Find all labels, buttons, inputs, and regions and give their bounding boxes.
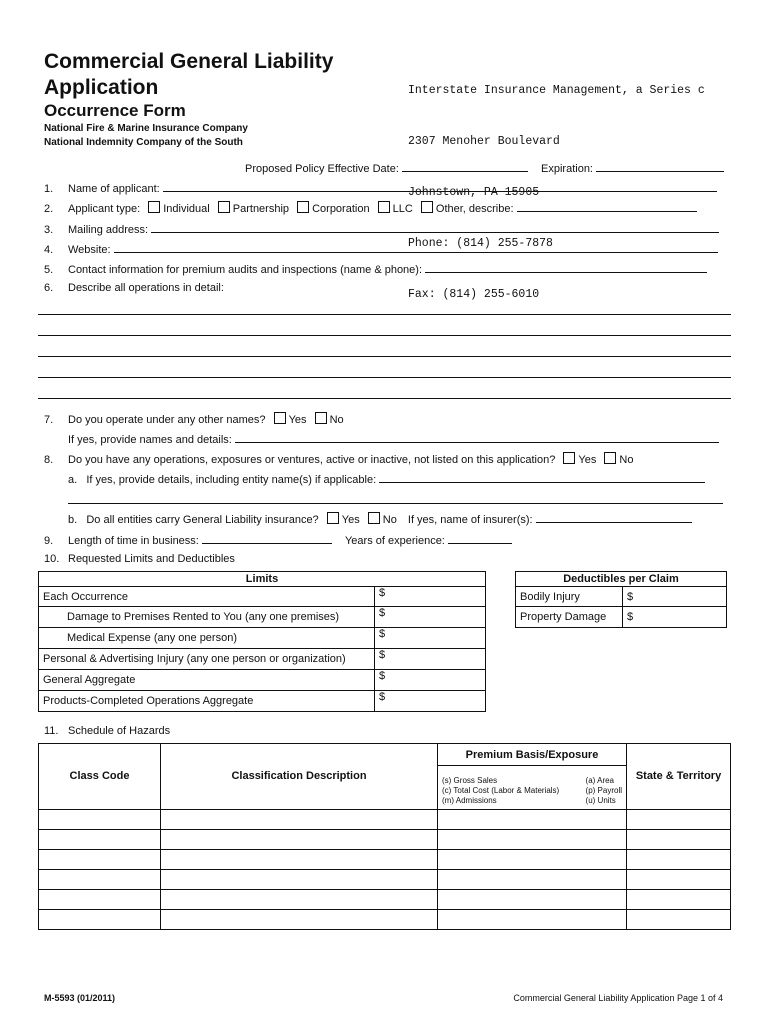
- operations-line-3[interactable]: [38, 356, 731, 357]
- limit-personal-advertising: Personal & Advertising Injury (any one person or organization): [39, 649, 375, 670]
- entity-details-label: a. If yes, provide details, including entity name(s) if applicable:: [68, 474, 377, 486]
- limits-table: [38, 571, 486, 712]
- question-11: 11. Schedule of Hazards: [44, 725, 171, 737]
- hazard-row: [39, 850, 731, 870]
- partnership-checkbox[interactable]: [218, 201, 230, 213]
- policy-dates-row: [245, 161, 724, 175]
- limit-products-completed: Products-Completed Operations Aggregate: [39, 691, 375, 712]
- limit-damage-to-premises: Damage to Premises Rented to You (any one premises): [39, 607, 375, 628]
- state-territory-header: State & Territory: [627, 744, 731, 810]
- time-in-business-label: Length of time in business:: [68, 535, 199, 547]
- limit-products-completed-amount[interactable]: $: [375, 691, 486, 712]
- entity-details-field[interactable]: [379, 472, 705, 483]
- llc-checkbox[interactable]: [378, 201, 390, 213]
- form-number: M-5593 (01/2011): [44, 993, 116, 1003]
- agency-name: Interstate Insurance Management, a Series c: [408, 84, 705, 97]
- other-operations-label: Do you have any operations, exposures or ventures, active or inactive, not listed on this application?: [68, 454, 556, 466]
- question-7: 7. Do you operate under any other names? Yes No: [44, 414, 344, 426]
- operations-label: Describe all operations in detail:: [68, 282, 224, 294]
- mailing-address-field[interactable]: [151, 222, 719, 233]
- website-field[interactable]: [114, 242, 718, 253]
- effective-date-label: Proposed Policy Effective Date:: [245, 163, 399, 175]
- other-names-details-field[interactable]: [235, 432, 719, 443]
- limit-medical-expense: Medical Expense (any one person): [39, 628, 375, 649]
- form-subtitle: Occurrence Form: [44, 101, 186, 120]
- website-label: Website:: [68, 244, 111, 256]
- limit-general-aggregate: General Aggregate: [39, 670, 375, 691]
- question-8a: [68, 472, 705, 486]
- expiration-label: Expiration:: [541, 163, 593, 175]
- effective-date-field[interactable]: [402, 161, 528, 172]
- hazard-row: [39, 890, 731, 910]
- other-operations-no-checkbox[interactable]: [604, 452, 616, 464]
- other-names-no-checkbox[interactable]: [315, 412, 327, 424]
- entities-gl-label: b. Do all entities carry General Liability insurance?: [68, 514, 319, 526]
- other-operations-yes-checkbox[interactable]: [563, 452, 575, 464]
- agency-street: 2307 Menoher Boulevard: [408, 135, 560, 148]
- agency-fax: Fax: (814) 255-6010: [408, 288, 540, 301]
- question-9: 9. Length of time in business: Years of experience:: [44, 533, 512, 547]
- deductible-property-damage-amount[interactable]: $: [623, 607, 727, 628]
- insurer-name-field[interactable]: [536, 512, 692, 523]
- agency-phone: Phone: (814) 255-7878: [408, 237, 553, 250]
- form-title-line2: Application: [44, 76, 159, 99]
- limit-damage-to-premises-amount[interactable]: $: [375, 607, 486, 628]
- contact-info-field[interactable]: [425, 262, 707, 273]
- question-1: 1. Name of applicant:: [44, 181, 717, 195]
- hazards-table: [38, 743, 731, 930]
- years-experience-label: Years of experience:: [344, 535, 445, 547]
- insurer-name-label: If yes, name of insurer(s):: [407, 514, 533, 526]
- deductibles-header: Deductibles per Claim: [516, 572, 727, 587]
- classification-header: Classification Description: [161, 744, 438, 810]
- premium-basis-codes: [438, 766, 627, 810]
- expiration-date-field[interactable]: [596, 161, 724, 172]
- applicant-name-label: Name of applicant:: [68, 183, 160, 195]
- hazard-row: [39, 910, 731, 930]
- other-describe-field[interactable]: [517, 201, 697, 212]
- applicant-name-field[interactable]: [163, 181, 717, 192]
- other-names-label: Do you operate under any other names?: [68, 414, 266, 426]
- contact-info-label: Contact information for premium audits and inspections (name & phone):: [68, 264, 423, 276]
- corporation-checkbox[interactable]: [297, 201, 309, 213]
- applicant-type-label: Applicant type:: [68, 203, 141, 215]
- mailing-address-label: Mailing address:: [68, 224, 149, 236]
- other-checkbox[interactable]: [421, 201, 433, 213]
- question-10: 10. Requested Limits and Deductibles: [44, 553, 235, 565]
- entities-gl-no-checkbox[interactable]: [368, 512, 380, 524]
- agency-city: Johnstown, PA 15905: [408, 186, 540, 199]
- limit-medical-expense-amount[interactable]: $: [375, 628, 486, 649]
- company-name-2: National Indemnity Company of the South: [44, 137, 243, 148]
- operations-line-5[interactable]: [38, 398, 731, 399]
- deductible-bodily-injury: Bodily Injury: [516, 587, 623, 607]
- operations-line-2[interactable]: [38, 335, 731, 336]
- question-5: 5. Contact information for premium audits and inspections (name & phone):: [44, 262, 707, 276]
- limit-each-occurrence: Each Occurrence: [39, 587, 375, 607]
- other-names-yes-checkbox[interactable]: [274, 412, 286, 424]
- company-name-1: National Fire & Marine Insurance Company: [44, 123, 248, 134]
- other-names-details-row: [68, 432, 719, 446]
- question-2: 2. Applicant type: Individual Partnership Corporation LLC Other, describe:: [44, 201, 697, 215]
- entity-details-line-2[interactable]: [68, 503, 723, 504]
- basis-codes-left: (s) Gross Sales (c) Total Cost (Labor & Materials) (m) Admissions: [442, 776, 560, 805]
- entities-gl-yes-checkbox[interactable]: [327, 512, 339, 524]
- question-8: 8. Do you have any operations, exposures or ventures, active or inactive, not listed on this application? Yes No: [44, 454, 634, 466]
- class-code-header: Class Code: [39, 744, 161, 810]
- other-names-details-label: If yes, provide names and details:: [68, 434, 232, 446]
- premium-basis-header: Premium Basis/Exposure: [438, 744, 627, 766]
- deductible-property-damage: Property Damage: [516, 607, 623, 628]
- hazard-row: [39, 810, 731, 830]
- limits-header: Limits: [39, 572, 486, 587]
- operations-line-1[interactable]: [38, 314, 731, 315]
- question-8b: b. Do all entities carry General Liability insurance? Yes No If yes, name of insurer(s):: [68, 512, 692, 526]
- schedule-hazards-label: Schedule of Hazards: [68, 725, 171, 737]
- years-experience-field[interactable]: [448, 533, 512, 544]
- limit-each-occurrence-amount[interactable]: $: [375, 587, 486, 607]
- form-title-line1: Commercial General Liability: [44, 50, 334, 73]
- question-4: 4. Website:: [44, 242, 718, 256]
- question-3: 3. Mailing address:: [44, 222, 719, 236]
- hazard-row: [39, 870, 731, 890]
- question-6: 6. Describe all operations in detail:: [44, 282, 224, 294]
- page-footer: Commercial General Liability Application Page 1 of 4: [513, 993, 723, 1003]
- individual-checkbox[interactable]: [148, 201, 160, 213]
- limit-general-aggregate-amount[interactable]: $: [375, 670, 486, 691]
- time-in-business-field[interactable]: [202, 533, 332, 544]
- deductible-bodily-injury-amount[interactable]: $: [623, 587, 727, 607]
- limits-deductibles-label: Requested Limits and Deductibles: [68, 553, 235, 565]
- limit-personal-advertising-amount[interactable]: $: [375, 649, 486, 670]
- operations-line-4[interactable]: [38, 377, 731, 378]
- basis-codes-right: (a) Area (p) Payroll (u) Units: [585, 776, 622, 805]
- hazard-row: [39, 830, 731, 850]
- deductibles-table: [515, 571, 727, 628]
